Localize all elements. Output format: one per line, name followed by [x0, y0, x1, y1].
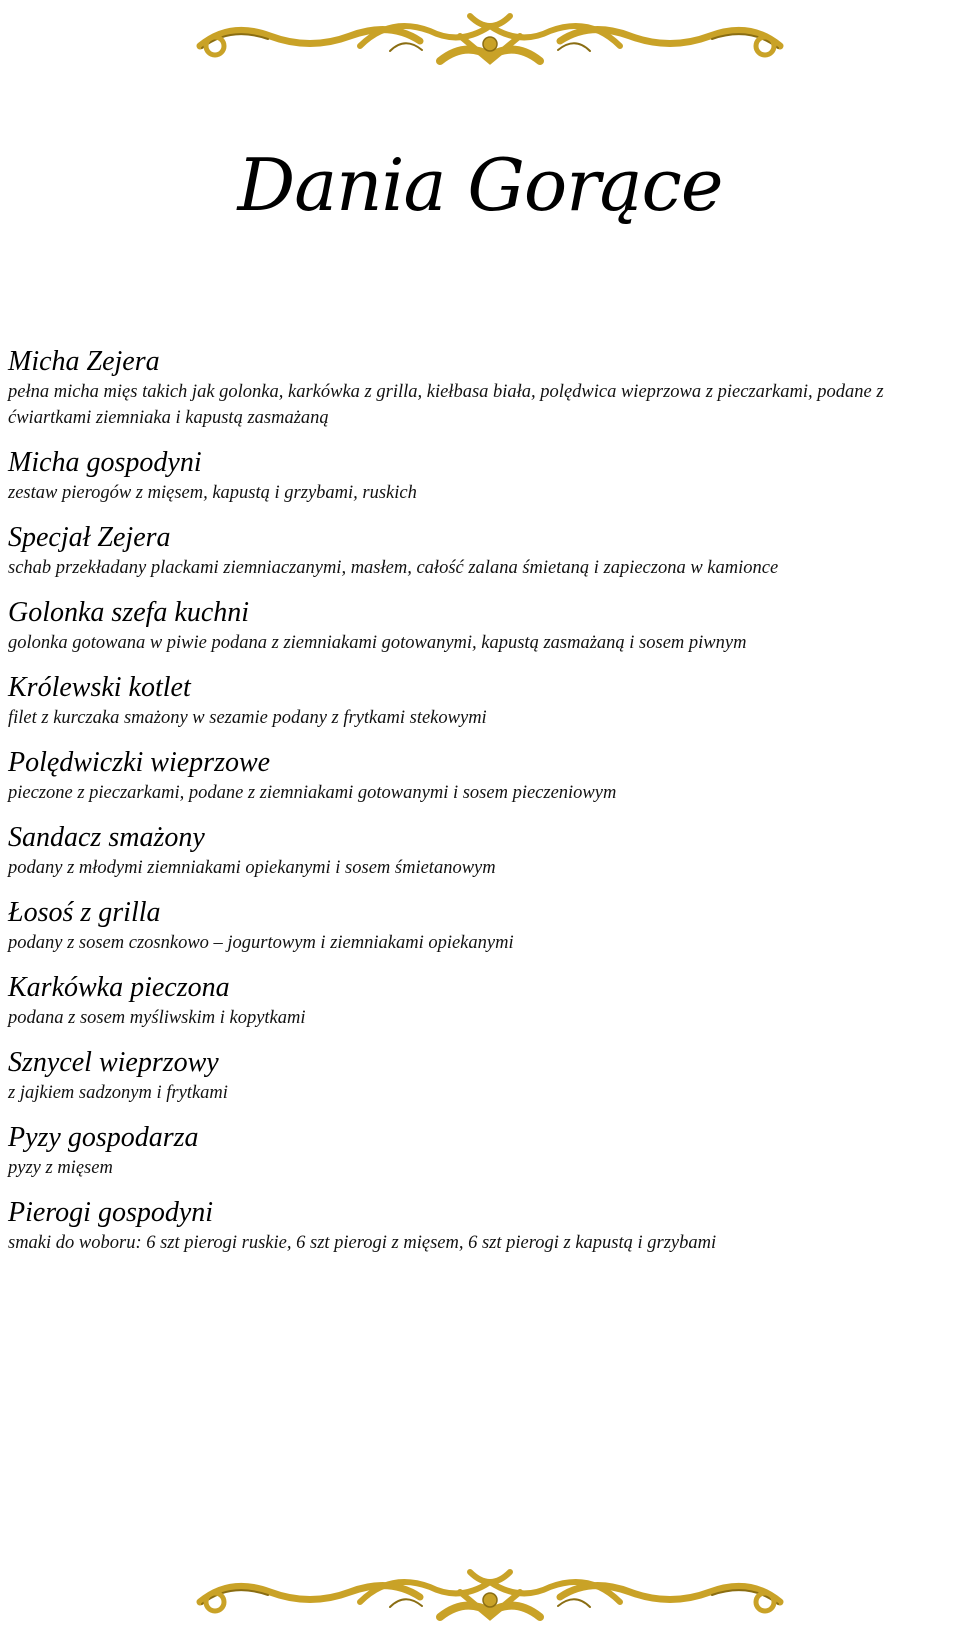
menu-item — [8, 446, 953, 506]
menu-item — [8, 746, 953, 806]
menu-item — [8, 671, 953, 731]
menu-item-name: Micha Zejera — [8, 346, 160, 377]
top-ornament-icon — [190, 6, 790, 76]
menu-item — [8, 1121, 953, 1181]
menu-item-name: Micha gospodyni — [8, 447, 202, 478]
menu-item-name: Pyzy gospodarza — [8, 1122, 199, 1153]
menu-item-name: Polędwiczki wieprzowe — [8, 747, 271, 778]
menu-list — [8, 345, 953, 1271]
menu-item-description: podany z sosem czosnkowo – jogurtowym i ziemniakami opiekanymi — [8, 933, 514, 953]
menu-item-name: Pierogi gospodyni — [8, 1197, 214, 1228]
menu-item-description: golonka gotowana w piwie podana z ziemniakami gotowanymi, kapustą zasmażaną i sosem piwnym — [8, 633, 747, 653]
page-title: Dania Gorące — [237, 143, 723, 227]
menu-item-name: Specjał Zejera — [8, 522, 171, 553]
menu-item-description: schab przekładany plackami ziemniaczanymi, masłem, całość zalana śmietaną i zapieczona w kamionce — [8, 558, 779, 578]
bottom-ornament-icon — [190, 1562, 790, 1632]
gold-scroll-ornament-icon — [190, 1562, 790, 1632]
menu-item-name: Golonka szefa kuchni — [8, 597, 250, 628]
menu-item — [8, 896, 953, 956]
menu-item-description: pyzy z mięsem — [8, 1158, 113, 1178]
menu-item — [8, 345, 953, 431]
menu-item-description: zestaw pierogów z mięsem, kapustą i grzybami, ruskich — [8, 483, 417, 503]
menu-item-description: smaki do woboru: 6 szt pierogi ruskie, 6 szt pierogi z mięsem, 6 szt pierogi z kapustą i grzybami — [8, 1233, 717, 1253]
menu-item — [8, 1196, 953, 1256]
menu-item-description: podany z młodymi ziemniakami opiekanymi i sosem śmietanowym — [8, 858, 496, 878]
menu-item-description: podana z sosem myśliwskim i kopytkami — [8, 1008, 306, 1028]
menu-item-description: filet z kurczaka smażony w sezamie podany z frytkami stekowymi — [8, 708, 487, 728]
menu-item — [8, 971, 953, 1031]
menu-item-description: pełna micha mięs takich jak golonka, karkówka z grilla, kiełbasa biała, polędwica wieprzowa z pieczarkami, podane z ćwiartkami ziemniaka i kapustą zasmażaną — [8, 382, 884, 428]
menu-item-name: Karkówka pieczona — [8, 972, 230, 1003]
gold-scroll-ornament-icon — [190, 6, 790, 76]
menu-item — [8, 521, 953, 581]
menu-item-name: Królewski kotlet — [8, 672, 191, 703]
menu-item — [8, 821, 953, 881]
menu-item-name: Sznycel wieprzowy — [8, 1047, 219, 1078]
menu-item — [8, 1046, 953, 1106]
menu-item-name: Sandacz smażony — [8, 822, 205, 853]
menu-item — [8, 596, 953, 656]
menu-item-description: z jajkiem sadzonym i frytkami — [8, 1083, 228, 1103]
menu-item-description: pieczone z pieczarkami, podane z ziemniakami gotowanymi i sosem pieczeniowym — [8, 783, 617, 803]
menu-item-name: Łosoś z grilla — [8, 897, 161, 928]
